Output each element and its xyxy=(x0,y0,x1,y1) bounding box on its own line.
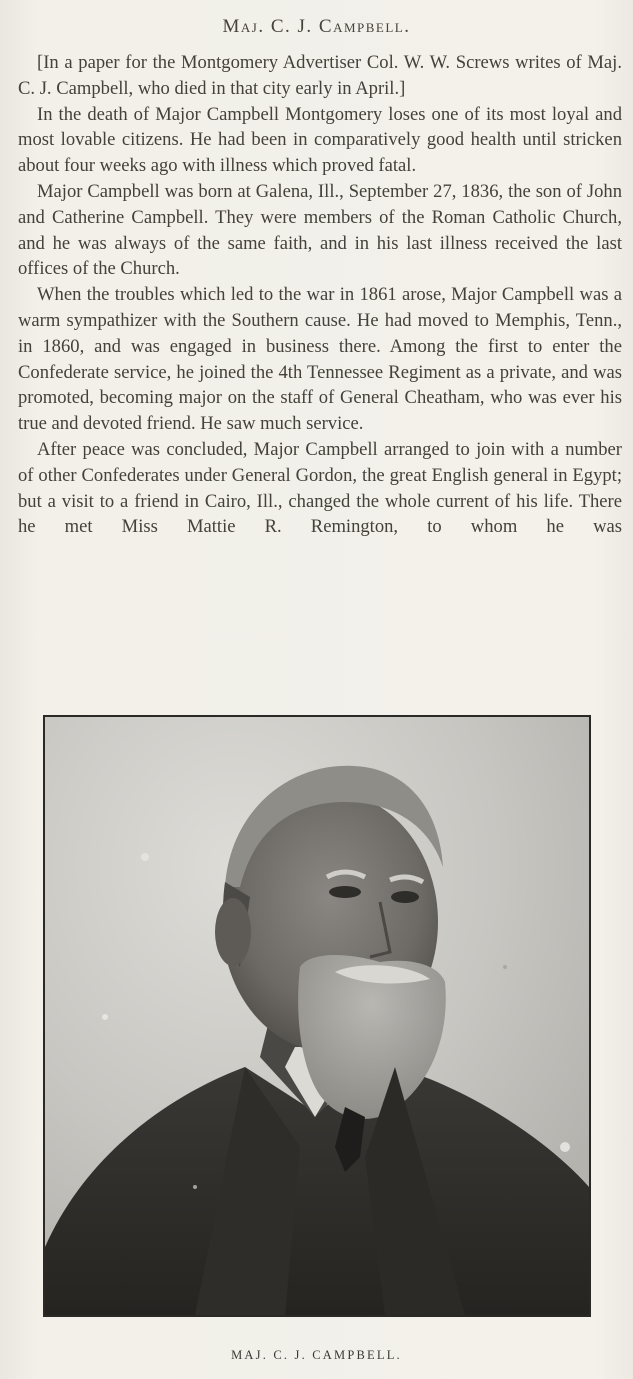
article-heading: Maj. C. J. Campbell. xyxy=(222,16,411,37)
portrait-photo xyxy=(43,715,591,1317)
portrait-caption: MAJ. C. J. CAMPBELL. xyxy=(231,1348,402,1362)
paragraph-death: In the death of Major Campbell Montgomery loses one of its most loyal and most lovable citizens. He had been in comparatively good health until stricken about four weeks ago with illness which proved fatal. xyxy=(18,103,622,177)
portrait-illustration xyxy=(45,717,589,1315)
paragraph-birth: Major Campbell was born at Galena, Ill., September 27, 1836, the son of John and Catherine Campbell. They were members of the Roman Catholic Church, and he was always of the same faith, and in his last illness received the last offices of the Church. xyxy=(18,180,622,280)
paragraph-after-war: After peace was concluded, Major Campbell arranged to join with a number of other Confederates under General Gordon, the great English general in Egypt; but a visit to a friend in Cairo, Ill., changed the whole current of his life. There he met Miss Mattie R. Remington, to whom he was xyxy=(18,438,622,538)
article-body xyxy=(18,50,622,540)
paragraph-intro-note: [In a paper for the Montgomery Advertiser Col. W. W. Screws writes of Maj. C. J. Campbell, who died in that city early in April.] xyxy=(18,52,622,99)
paragraph-war-service: When the troubles which led to the war in 1861 arose, Major Campbell was a warm sympathizer with the Southern cause. He had moved to Memphis, Tenn., in 1860, and was engaged in business there. Among the first to enter the Confederate service, he joined the 4th Tennessee Regiment as a private, and was promoted, becoming major on the staff of General Cheatham, who was ever his true and devoted friend. He saw much service. xyxy=(18,284,622,435)
